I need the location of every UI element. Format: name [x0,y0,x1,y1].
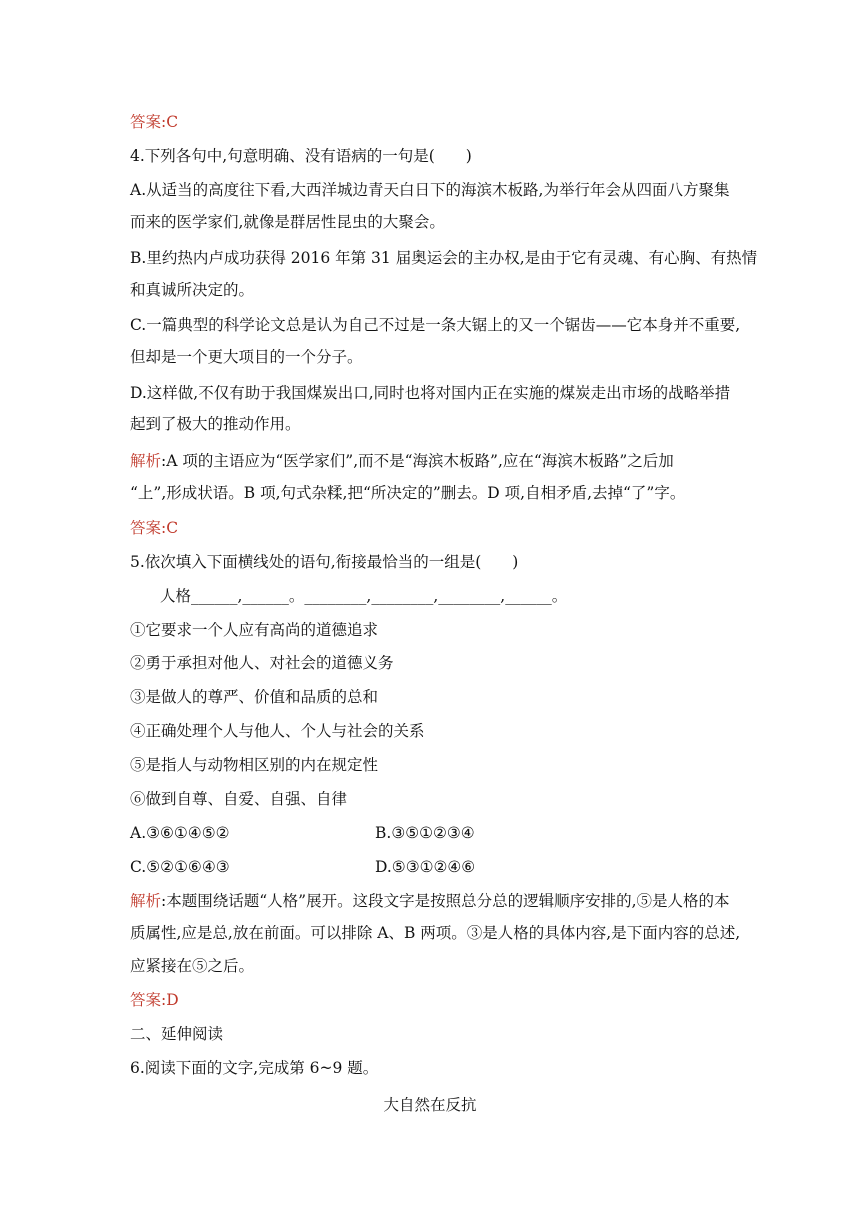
q6-stem: 6.阅读下面的文字,完成第 6~9 题。 [130,1059,379,1077]
q5-option-d: D.⑤③①②④⑥ [375,858,476,876]
q3-answer [130,112,178,132]
q5-item-1: ①它要求一个人应有高尚的道德追求 [130,621,379,639]
q4-option-a-line1: A.从适当的高度往下看,大西洋城边青天白日下的海滨木板路,为举行年会从四面八方聚集 [130,181,730,199]
q4-option-d-line2: 起到了极大的推动作用。 [130,415,301,433]
q5-item-4: ④正确处理个人与他人、个人与社会的关系 [130,722,425,740]
analysis-label: 解析 [130,452,162,470]
q5-option-a: A.③⑥①④⑤② [130,824,230,842]
q5-blank-line: 人格______,______。________,________,________,______。 [160,587,568,605]
answer-value: :C [161,519,179,537]
q4-option-b-line1: B.里约热内卢成功获得 2016 年第 31 届奥运会的主办权,是由于它有灵魂、有心胸、有热情 [130,249,758,267]
q4-option-c-line1: C.一篇典型的科学论文总是认为自己不过是一条大锯上的又一个锯齿——它本身并不重要, [130,316,741,334]
q4-analysis-line1 [130,451,674,471]
q4-option-b-line2: 和真诚所决定的。 [130,281,255,299]
q4-analysis-line2: “上”,形成状语。B 项,句式杂糅,把“所决定的”删去。D 项,自相矛盾,去掉“了”字。 [130,484,686,502]
answer-label: 答案 [130,991,162,1009]
analysis-text: :本题围绕话题“人格”展开。这段文字是按照总分总的逻辑顺序安排的,⑤是人格的本 [161,892,730,910]
q4-option-a-line2: 而来的医学家们,就像是群居性昆虫的大聚会。 [130,213,445,231]
q4-option-d-line1: D.这样做,不仅有助于我国煤炭出口,同时也将对国内正在实施的煤炭走出市场的战略举措 [130,384,731,402]
q4-option-c-line2: 但却是一个更大项目的一个分子。 [130,348,363,366]
answer-value: :C [161,113,179,131]
q5-option-c: C.⑤②①⑥④③ [130,858,230,876]
article-title: 大自然在反抗 [383,1096,477,1114]
q5-analysis-line2: 质属性,应是总,放在前面。可以排除 A、B 两项。③是人格的具体内容,是下面内容的总述, [130,924,741,942]
answer-label: 答案 [130,113,162,131]
analysis-label: 解析 [130,892,162,910]
answer-value: :D [161,991,179,1009]
q5-analysis-line1 [130,891,730,911]
q5-item-3: ③是做人的尊严、价值和品质的总和 [130,688,379,706]
q5-stem: 5.依次填入下面横线处的语句,衔接最恰当的一组是( ) [130,553,519,571]
q5-item-6: ⑥做到自尊、自爱、自强、自律 [130,790,348,808]
q5-item-5: ⑤是指人与动物相区别的内在规定性 [130,756,379,774]
section-heading: 二、延伸阅读 [130,1025,224,1043]
q5-answer [130,990,179,1010]
q4-stem: 4.下列各句中,句意明确、没有语病的一句是( ) [130,147,472,165]
q5-item-2: ②勇于承担对他人、对社会的道德义务 [130,654,394,672]
analysis-text: :A 项的主语应为“医学家们”,而不是“海滨木板路”,应在“海滨木板路”之后加 [161,452,674,470]
q5-analysis-line3: 应紧接在⑤之后。 [130,957,255,975]
q5-option-b: B.③⑤①②③④ [375,824,475,842]
q4-answer [130,518,178,538]
answer-label: 答案 [130,519,162,537]
